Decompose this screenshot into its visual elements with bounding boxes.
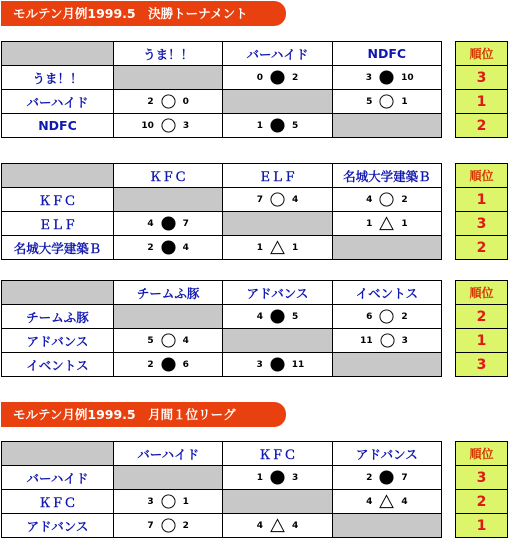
score-left: 2 bbox=[147, 242, 154, 253]
rank-header: 順位 bbox=[456, 164, 508, 188]
self-match-cell bbox=[223, 490, 332, 514]
rank-table bbox=[455, 441, 508, 538]
match-result-cell bbox=[114, 236, 223, 260]
column-team-header: NDFC bbox=[332, 42, 441, 66]
rank-row bbox=[456, 212, 508, 236]
rank-header-row bbox=[456, 442, 508, 466]
column-team-header: ＫＦＣ bbox=[223, 442, 332, 466]
score-right: 0 bbox=[182, 96, 189, 107]
match-result-cell bbox=[114, 212, 223, 236]
score-left: 2 bbox=[147, 359, 154, 370]
rank-row bbox=[456, 490, 508, 514]
table-row bbox=[2, 305, 442, 329]
table-header-row bbox=[2, 442, 442, 466]
open-circle-icon bbox=[161, 118, 176, 133]
self-match-cell bbox=[114, 188, 223, 212]
score-left: 3 bbox=[147, 496, 154, 507]
rank-value: 1 bbox=[456, 90, 508, 114]
table-row bbox=[2, 66, 442, 90]
score-right: 3 bbox=[291, 472, 299, 483]
score-right: 4 bbox=[182, 242, 189, 253]
match-result-cell bbox=[114, 329, 223, 353]
rank-value: 1 bbox=[456, 188, 508, 212]
row-team-header: バーハイド bbox=[2, 90, 114, 114]
score-left: 1 bbox=[256, 242, 263, 253]
column-team-header: うま！！ bbox=[114, 42, 223, 66]
table-row bbox=[2, 114, 442, 138]
banner-final-tournament: モルテン月例1999.5 決勝トーナメント bbox=[1, 1, 286, 26]
open-circle-icon bbox=[379, 309, 394, 324]
self-match-cell bbox=[223, 212, 332, 236]
match-result-cell bbox=[332, 329, 441, 353]
self-match-cell bbox=[114, 66, 223, 90]
rank-row bbox=[456, 466, 508, 490]
score-left: 4 bbox=[256, 520, 263, 531]
table-row bbox=[2, 236, 442, 260]
score-right: 7 bbox=[401, 472, 408, 483]
rank-table bbox=[455, 41, 508, 138]
self-match-cell bbox=[332, 236, 441, 260]
row-team-header: ＫＦＣ bbox=[2, 490, 114, 514]
table-row bbox=[2, 212, 442, 236]
open-circle-icon bbox=[161, 518, 176, 533]
rank-table bbox=[455, 163, 508, 260]
match-result-cell bbox=[332, 212, 441, 236]
score-left: 4 bbox=[256, 311, 263, 322]
rank-header-row bbox=[456, 164, 508, 188]
score-right: 4 bbox=[182, 335, 189, 346]
filled-circle-icon bbox=[270, 470, 285, 485]
match-result-cell bbox=[114, 490, 223, 514]
filled-circle-icon bbox=[161, 357, 176, 372]
score-right: 2 bbox=[401, 194, 408, 205]
rank-row bbox=[456, 114, 508, 138]
match-result-cell bbox=[332, 466, 441, 490]
rank-header: 順位 bbox=[456, 281, 508, 305]
table-header-row bbox=[2, 164, 442, 188]
rank-value: 3 bbox=[456, 66, 508, 90]
row-team-header: ＥＬＦ bbox=[2, 212, 114, 236]
match-result-cell bbox=[223, 466, 332, 490]
draw-triangle-icon bbox=[379, 216, 394, 231]
score-left: 0 bbox=[256, 72, 263, 83]
score-right: 6 bbox=[182, 359, 189, 370]
score-left: 2 bbox=[147, 96, 154, 107]
rank-value: 2 bbox=[456, 490, 508, 514]
match-result-cell bbox=[223, 188, 332, 212]
league-table bbox=[1, 441, 442, 538]
row-team-header: アドバンス bbox=[2, 514, 114, 538]
self-match-cell bbox=[114, 305, 223, 329]
column-team-header: チームふ豚 bbox=[114, 281, 223, 305]
banner-monthly-league: モルテン月例1999.5 月間１位リーグ bbox=[1, 402, 286, 427]
score-left: 1 bbox=[366, 218, 373, 229]
open-circle-icon bbox=[161, 494, 176, 509]
rank-value: 3 bbox=[456, 353, 508, 377]
column-team-header: イベントス bbox=[332, 281, 441, 305]
open-circle-icon bbox=[380, 333, 395, 348]
draw-triangle-icon bbox=[270, 518, 285, 533]
column-team-header: アドバンス bbox=[332, 442, 441, 466]
score-left: 6 bbox=[366, 311, 373, 322]
score-left: 10 bbox=[141, 120, 154, 131]
rank-header: 順位 bbox=[456, 42, 508, 66]
score-left: 7 bbox=[256, 194, 263, 205]
rank-row bbox=[456, 514, 508, 538]
filled-circle-icon bbox=[161, 216, 176, 231]
score-left: 5 bbox=[366, 96, 373, 107]
score-left: 5 bbox=[147, 335, 154, 346]
match-result-cell bbox=[223, 514, 332, 538]
score-left: 4 bbox=[366, 194, 373, 205]
score-left: 2 bbox=[366, 472, 373, 483]
match-result-cell bbox=[332, 66, 441, 90]
corner-cell bbox=[2, 281, 114, 305]
row-team-header: うま！！ bbox=[2, 66, 114, 90]
row-team-header: イベントス bbox=[2, 353, 114, 377]
score-right: 1 bbox=[401, 218, 408, 229]
column-team-header: アドバンス bbox=[223, 281, 332, 305]
table-header-row bbox=[2, 281, 442, 305]
draw-triangle-icon bbox=[379, 494, 394, 509]
table-header-row bbox=[2, 42, 442, 66]
table-row bbox=[2, 188, 442, 212]
corner-cell bbox=[2, 164, 114, 188]
corner-cell bbox=[2, 442, 114, 466]
rank-header-row bbox=[456, 42, 508, 66]
self-match-cell bbox=[332, 114, 441, 138]
self-match-cell bbox=[114, 466, 223, 490]
league-table bbox=[1, 280, 442, 377]
row-team-header: アドバンス bbox=[2, 329, 114, 353]
score-left: 4 bbox=[366, 496, 373, 507]
table-row bbox=[2, 353, 442, 377]
match-result-cell bbox=[223, 353, 332, 377]
score-right: 2 bbox=[291, 72, 299, 83]
rank-header: 順位 bbox=[456, 442, 508, 466]
rank-row bbox=[456, 329, 508, 353]
row-team-header: チームふ豚 bbox=[2, 305, 114, 329]
score-right: 7 bbox=[182, 218, 189, 229]
score-left: 3 bbox=[256, 359, 263, 370]
score-right: 3 bbox=[401, 335, 408, 346]
score-left: 4 bbox=[147, 218, 154, 229]
table-row bbox=[2, 466, 442, 490]
row-team-header: バーハイド bbox=[2, 466, 114, 490]
league-table bbox=[1, 41, 442, 138]
score-right: 2 bbox=[401, 311, 408, 322]
open-circle-icon bbox=[161, 94, 176, 109]
score-left: 7 bbox=[147, 520, 154, 531]
match-result-cell bbox=[332, 90, 441, 114]
self-match-cell bbox=[223, 90, 332, 114]
score-right: 4 bbox=[291, 194, 299, 205]
corner-cell bbox=[2, 42, 114, 66]
rank-row bbox=[456, 90, 508, 114]
match-result-cell bbox=[332, 305, 441, 329]
rank-table bbox=[455, 280, 508, 377]
filled-circle-icon bbox=[270, 309, 285, 324]
rank-row bbox=[456, 188, 508, 212]
table-row bbox=[2, 90, 442, 114]
column-team-header: ＫＦＣ bbox=[114, 164, 223, 188]
match-result-cell bbox=[114, 514, 223, 538]
table-row bbox=[2, 514, 442, 538]
rank-row bbox=[456, 236, 508, 260]
rank-value: 2 bbox=[456, 305, 508, 329]
draw-triangle-icon bbox=[270, 240, 285, 255]
rank-value: 1 bbox=[456, 514, 508, 538]
filled-circle-icon bbox=[161, 240, 176, 255]
match-result-cell bbox=[223, 114, 332, 138]
self-match-cell bbox=[223, 329, 332, 353]
filled-circle-icon bbox=[270, 357, 285, 372]
rank-value: 2 bbox=[456, 114, 508, 138]
rank-value: 3 bbox=[456, 466, 508, 490]
rank-row bbox=[456, 305, 508, 329]
column-team-header: 名城大学建築Ｂ bbox=[332, 164, 441, 188]
match-result-cell bbox=[223, 66, 332, 90]
score-right: 2 bbox=[182, 520, 189, 531]
row-team-header: ＫＦＣ bbox=[2, 188, 114, 212]
score-right: 1 bbox=[401, 96, 408, 107]
score-right: 4 bbox=[291, 520, 299, 531]
rank-row bbox=[456, 353, 508, 377]
filled-circle-icon bbox=[379, 470, 394, 485]
score-right: 4 bbox=[401, 496, 408, 507]
score-right: 11 bbox=[291, 359, 305, 370]
open-circle-icon bbox=[379, 192, 394, 207]
filled-circle-icon bbox=[270, 70, 285, 85]
match-result-cell bbox=[332, 490, 441, 514]
row-team-header: 名城大学建築Ｂ bbox=[2, 236, 114, 260]
self-match-cell bbox=[332, 353, 441, 377]
rank-value: 1 bbox=[456, 329, 508, 353]
filled-circle-icon bbox=[270, 118, 285, 133]
rank-header-row bbox=[456, 281, 508, 305]
league-table bbox=[1, 163, 442, 260]
open-circle-icon bbox=[161, 333, 176, 348]
table-row bbox=[2, 490, 442, 514]
match-result-cell bbox=[114, 114, 223, 138]
table-row bbox=[2, 329, 442, 353]
score-left: 11 bbox=[360, 335, 373, 346]
score-right: 5 bbox=[291, 311, 299, 322]
match-result-cell bbox=[114, 353, 223, 377]
score-right: 1 bbox=[182, 496, 189, 507]
match-result-cell bbox=[223, 236, 332, 260]
match-result-cell bbox=[223, 305, 332, 329]
score-right: 5 bbox=[291, 120, 299, 131]
score-left: 1 bbox=[256, 472, 263, 483]
match-result-cell bbox=[114, 90, 223, 114]
score-left: 1 bbox=[256, 120, 263, 131]
row-team-header: NDFC bbox=[2, 114, 114, 138]
score-right: 10 bbox=[401, 72, 414, 83]
rank-value: 2 bbox=[456, 236, 508, 260]
filled-circle-icon bbox=[379, 70, 394, 85]
column-team-header: ＥＬＦ bbox=[223, 164, 332, 188]
score-left: 3 bbox=[365, 72, 373, 83]
rank-value: 3 bbox=[456, 212, 508, 236]
score-right: 1 bbox=[291, 242, 299, 253]
score-right: 3 bbox=[182, 120, 190, 131]
self-match-cell bbox=[332, 514, 441, 538]
column-team-header: バーハイド bbox=[223, 42, 332, 66]
column-team-header: バーハイド bbox=[114, 442, 223, 466]
open-circle-icon bbox=[379, 94, 394, 109]
open-circle-icon bbox=[270, 192, 285, 207]
match-result-cell bbox=[332, 188, 441, 212]
rank-row bbox=[456, 66, 508, 90]
